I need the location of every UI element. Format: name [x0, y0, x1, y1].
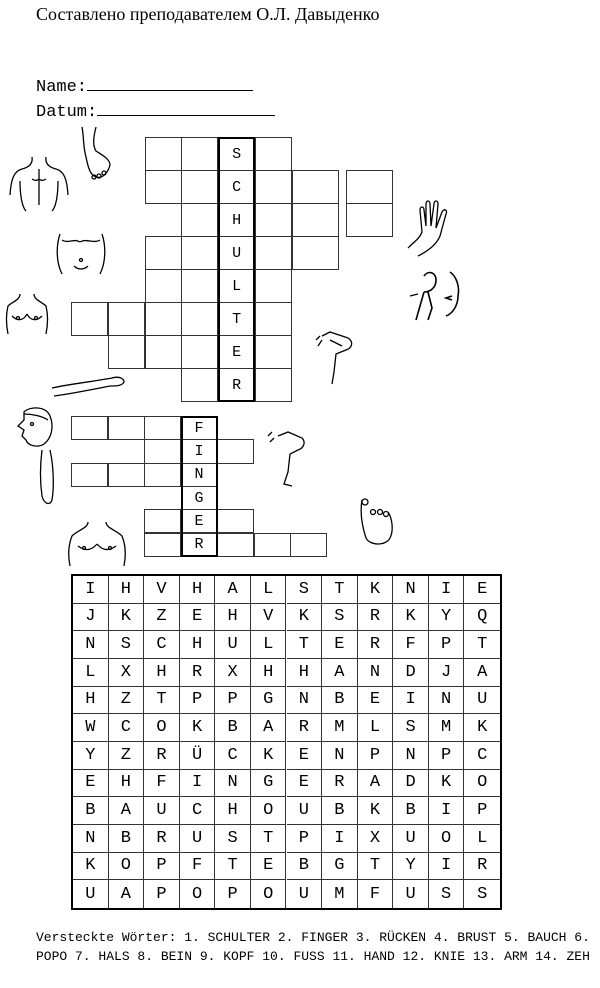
grid-letter-cell[interactable]: I — [180, 770, 216, 798]
crossword-cell[interactable] — [108, 302, 145, 336]
grid-letter-cell[interactable]: J — [429, 659, 465, 687]
grid-letter-cell[interactable]: S — [429, 880, 465, 908]
crossword-key-letter: G — [181, 486, 218, 510]
grid-letter-cell[interactable]: I — [322, 825, 358, 853]
grid-letter-cell[interactable]: N — [393, 742, 429, 770]
grid-letter-cell[interactable]: T — [144, 687, 180, 715]
grid-letter-cell[interactable]: M — [429, 714, 465, 742]
name-input-line[interactable] — [87, 74, 253, 91]
grid-letter-cell[interactable]: R — [180, 659, 216, 687]
crossword-cell[interactable] — [292, 203, 339, 237]
crossword-key-letter: U — [218, 236, 255, 270]
grid-letter-cell[interactable]: E — [464, 576, 500, 604]
grid-letter-cell[interactable]: O — [464, 770, 500, 798]
grid-letter-cell[interactable]: H — [180, 576, 216, 604]
crossword-cell[interactable] — [255, 335, 292, 369]
grid-letter-cell[interactable]: G — [251, 687, 287, 715]
crossword-cell[interactable] — [108, 463, 145, 487]
grid-letter-cell[interactable]: P — [287, 825, 323, 853]
grid-letter-cell[interactable]: U — [180, 825, 216, 853]
grid-letter-cell[interactable]: P — [180, 687, 216, 715]
back-icon — [6, 155, 72, 213]
grid-letter-cell[interactable]: X — [215, 659, 251, 687]
grid-letter-cell[interactable]: A — [358, 770, 394, 798]
crossword-cell[interactable] — [181, 335, 218, 369]
grid-letter-cell[interactable]: L — [358, 714, 394, 742]
grid-letter-cell[interactable]: R — [144, 825, 180, 853]
grid-letter-cell[interactable]: O — [429, 825, 465, 853]
grid-letter-cell[interactable]: P — [144, 880, 180, 908]
grid-letter-cell[interactable]: E — [180, 604, 216, 632]
crossword-cell[interactable] — [71, 463, 108, 487]
grid-letter-cell[interactable]: K — [109, 604, 145, 632]
grid-letter-cell[interactable]: I — [429, 576, 465, 604]
grid-letter-cell[interactable]: X — [109, 659, 145, 687]
grid-letter-cell[interactable]: I — [73, 576, 109, 604]
belly-icon — [52, 232, 110, 278]
grid-letter-cell[interactable]: P — [429, 742, 465, 770]
grid-letter-cell[interactable]: F — [393, 631, 429, 659]
grid-letter-cell[interactable]: H — [215, 604, 251, 632]
grid-letter-cell[interactable]: Z — [109, 687, 145, 715]
grid-letter-cell[interactable]: N — [73, 825, 109, 853]
grid-letter-cell[interactable]: U — [287, 797, 323, 825]
grid-letter-cell[interactable]: S — [322, 604, 358, 632]
grid-letter-cell[interactable]: A — [109, 880, 145, 908]
grid-letter-cell[interactable]: T — [358, 853, 394, 881]
date-input-line[interactable] — [97, 99, 275, 116]
grid-letter-cell[interactable]: A — [251, 714, 287, 742]
neck-icon — [402, 266, 468, 322]
grid-letter-cell[interactable]: E — [287, 742, 323, 770]
crossword-cell[interactable] — [181, 302, 218, 336]
chest-front-icon — [64, 520, 130, 566]
grid-letter-cell[interactable]: N — [393, 576, 429, 604]
grid-letter-cell[interactable]: U — [393, 825, 429, 853]
crossword-cell[interactable] — [290, 533, 327, 557]
grid-letter-cell[interactable]: V — [144, 576, 180, 604]
crossword-cell[interactable] — [217, 439, 254, 463]
grid-letter-cell[interactable]: L — [464, 825, 500, 853]
grid-letter-cell[interactable]: O — [251, 797, 287, 825]
grid-letter-cell[interactable]: D — [393, 659, 429, 687]
grid-letter-cell[interactable]: I — [429, 797, 465, 825]
grid-letter-cell[interactable]: Z — [144, 604, 180, 632]
grid-letter-cell[interactable]: C — [144, 631, 180, 659]
grid-letter-cell[interactable]: B — [322, 687, 358, 715]
grid-letter-cell[interactable]: G — [251, 770, 287, 798]
crossword-cell[interactable] — [108, 416, 145, 440]
grid-letter-cell[interactable]: C — [109, 714, 145, 742]
grid-letter-cell[interactable]: T — [464, 631, 500, 659]
grid-letter-cell[interactable]: R — [464, 853, 500, 881]
arm-icon — [50, 368, 126, 398]
hidden-words-list: Versteckte Wörter: 1. SCHULTER 2. FINGER 3. RÜCKEN 4. BRUST 5. BAUCH 6. POPO 7. HALS 8. BEIN 9. KOPF 10. FUSS 11. HAND 12. KNIE 13. ARM 14. ZEH — [36, 930, 590, 964]
crossword-cell[interactable] — [144, 533, 181, 557]
grid-letter-cell[interactable]: N — [322, 742, 358, 770]
grid-letter-cell[interactable]: U — [144, 797, 180, 825]
grid-letter-cell[interactable]: N — [358, 659, 394, 687]
grid-letter-cell[interactable]: K — [73, 853, 109, 881]
crossword-cell[interactable] — [217, 533, 254, 557]
crossword-key-letter: C — [218, 170, 255, 204]
crossword-cell[interactable] — [181, 269, 218, 303]
crossword-key-letter: R — [218, 368, 255, 402]
crossword-cell[interactable] — [181, 236, 218, 270]
toes-icon — [356, 496, 398, 548]
grid-letter-cell[interactable]: S — [477, 884, 488, 904]
crossword-cell[interactable] — [255, 137, 292, 171]
crossword-cell[interactable] — [144, 463, 181, 487]
grid-letter-cell[interactable]: L — [251, 576, 287, 604]
crossword-cell[interactable] — [255, 170, 292, 204]
grid-letter-cell[interactable]: C — [464, 742, 500, 770]
crossword-cell[interactable] — [292, 170, 339, 204]
crossword-cell[interactable] — [181, 203, 218, 237]
grid-letter-cell[interactable]: E — [322, 631, 358, 659]
grid-letter-cell[interactable]: E — [251, 853, 287, 881]
crossword-key-letter: F — [181, 416, 218, 440]
crossword-cell[interactable] — [181, 170, 218, 204]
grid-letter-cell[interactable]: K — [393, 604, 429, 632]
grid-letter-cell[interactable]: K — [287, 604, 323, 632]
grid-letter-cell[interactable]: S — [215, 825, 251, 853]
grid-letter-cell[interactable]: B — [215, 714, 251, 742]
grid-letter-cell[interactable]: Y — [393, 853, 429, 881]
grid-letter-cell[interactable]: P — [358, 742, 394, 770]
grid-letter-cell[interactable]: H — [73, 687, 109, 715]
grid-letter-cell[interactable]: A — [322, 659, 358, 687]
grid-letter-cell[interactable]: B — [393, 797, 429, 825]
grid-letter-cell[interactable]: T — [287, 631, 323, 659]
grid-letter-cell[interactable]: F — [180, 853, 216, 881]
crossword-cell[interactable] — [292, 236, 339, 270]
grid-letter-cell[interactable]: P — [429, 631, 465, 659]
crossword-cell[interactable] — [255, 302, 292, 336]
grid-letter-cell[interactable]: H — [180, 631, 216, 659]
grid-letter-cell[interactable]: S — [287, 576, 323, 604]
crossword-cell[interactable] — [255, 269, 292, 303]
leg-icon — [264, 426, 310, 488]
grid-letter-cell[interactable]: K — [358, 797, 394, 825]
grid-letter-cell[interactable]: H — [251, 659, 287, 687]
grid-letter-cell[interactable]: M — [322, 714, 358, 742]
grid-letter-cell[interactable]: U — [464, 687, 500, 715]
crossword-key-letter: N — [181, 463, 218, 487]
crossword-key-letter: L — [218, 269, 255, 303]
grid-letter-cell[interactable]: T — [251, 825, 287, 853]
crossword-cell[interactable] — [145, 302, 182, 336]
grid-letter-cell[interactable]: N — [287, 687, 323, 715]
grid-letter-cell[interactable]: D — [393, 770, 429, 798]
grid-letter-cell[interactable]: Y — [429, 604, 465, 632]
name-field — [36, 74, 253, 97]
grid-letter-cell[interactable]: F — [358, 880, 394, 908]
grid-letter-cell[interactable]: V — [251, 604, 287, 632]
name-label: Name: — [36, 78, 88, 97]
crossword-cell[interactable] — [255, 236, 292, 270]
grid-letter-cell[interactable]: P — [215, 687, 251, 715]
grid-letter-cell[interactable]: A — [215, 576, 251, 604]
grid-letter-cell[interactable]: K — [358, 576, 394, 604]
grid-letter-cell[interactable]: H — [215, 797, 251, 825]
grid-letter-cell[interactable]: N — [429, 687, 465, 715]
grid-letter-cell[interactable]: I — [429, 853, 465, 881]
crossword-key-letter: T — [218, 302, 255, 336]
grid-letter-cell[interactable]: H — [144, 659, 180, 687]
grid-letter-cell[interactable]: B — [73, 797, 109, 825]
crossword-cell[interactable] — [71, 302, 108, 336]
grid-letter-cell[interactable]: L — [251, 631, 287, 659]
grid-letter-cell[interactable]: P — [464, 797, 500, 825]
grid-letter-cell[interactable]: R — [287, 714, 323, 742]
grid-letter-cell[interactable]: Ü — [180, 742, 216, 770]
crossword-cell[interactable] — [181, 137, 218, 171]
grid-letter-cell[interactable]: B — [109, 825, 145, 853]
grid-letter-cell[interactable]: A — [464, 659, 500, 687]
grid-letter-cell[interactable]: R — [358, 631, 394, 659]
grid-letter-cell[interactable]: O — [109, 853, 145, 881]
grid-letter-cell[interactable]: K — [251, 742, 287, 770]
date-label: Datum: — [36, 103, 98, 122]
crossword-cell[interactable] — [144, 416, 181, 440]
crossword-cell[interactable] — [71, 416, 108, 440]
crossword-cell[interactable] — [145, 236, 182, 270]
grid-letter-cell[interactable]: Q — [464, 604, 500, 632]
word-search-grid — [71, 574, 502, 910]
grid-letter-cell[interactable]: A — [109, 797, 145, 825]
grid-letter-cell[interactable]: G — [322, 853, 358, 881]
crossword-cell[interactable] — [346, 203, 393, 237]
grid-letter-cell[interactable]: O — [251, 880, 287, 908]
knee-icon — [312, 328, 358, 388]
grid-letter-cell[interactable]: B — [322, 797, 358, 825]
grid-letter-cell[interactable]: U — [73, 880, 109, 908]
crossword-cell[interactable] — [181, 368, 218, 402]
grid-letter-cell[interactable]: F — [144, 770, 180, 798]
crossword-cell[interactable] — [255, 368, 292, 402]
grid-letter-cell[interactable]: O — [144, 714, 180, 742]
grid-letter-cell[interactable]: E — [73, 770, 109, 798]
crossword-cell[interactable] — [255, 203, 292, 237]
grid-letter-cell[interactable]: H — [109, 770, 145, 798]
grid-letter-cell[interactable]: Y — [73, 742, 109, 770]
crossword-key-letter: E — [218, 335, 255, 369]
crossword-key-letter: I — [181, 439, 218, 463]
side-arm-icon — [36, 448, 58, 508]
grid-letter-cell[interactable]: R — [358, 604, 394, 632]
grid-letter-cell[interactable]: K — [180, 714, 216, 742]
grid-letter-cell[interactable]: U — [287, 880, 323, 908]
grid-letter-cell[interactable]: T — [215, 853, 251, 881]
grid-letter-cell[interactable]: R — [144, 742, 180, 770]
crossword-cell[interactable] — [145, 335, 182, 369]
grid-letter-cell[interactable]: E — [287, 770, 323, 798]
grid-letter-cell[interactable]: I — [393, 687, 429, 715]
grid-letter-cell[interactable]: E — [358, 687, 394, 715]
grid-letter-cell[interactable]: S — [393, 714, 429, 742]
grid-letter-cell[interactable]: L — [73, 659, 109, 687]
grid-letter-cell[interactable]: N — [73, 631, 109, 659]
grid-letter-cell[interactable]: X — [358, 825, 394, 853]
grid-letter-cell[interactable]: M — [322, 880, 358, 908]
crossword-cell[interactable] — [346, 170, 393, 204]
crossword-cell[interactable] — [145, 269, 182, 303]
grid-letter-cell[interactable]: S — [109, 631, 145, 659]
foot-icon — [74, 125, 114, 181]
crossword-cell[interactable] — [144, 509, 181, 533]
grid-letter-cell[interactable]: K — [464, 714, 500, 742]
grid-letter-cell[interactable]: J — [73, 604, 109, 632]
crossword-key-letter: R — [181, 533, 218, 557]
grid-letter-cell[interactable]: O — [180, 880, 216, 908]
crossword-cell[interactable] — [145, 137, 182, 171]
hand-icon — [404, 198, 450, 258]
chest-icon — [2, 292, 52, 336]
crossword-key-letter: E — [181, 509, 218, 533]
grid-letter-cell[interactable]: T — [322, 576, 358, 604]
grid-letter-cell[interactable]: H — [287, 659, 323, 687]
crossword-key-letter: H — [218, 203, 255, 237]
grid-letter-cell[interactable]: P — [144, 853, 180, 881]
grid-letter-cell[interactable]: Z — [109, 742, 145, 770]
grid-letter-cell[interactable]: H — [109, 576, 145, 604]
date-field — [36, 99, 275, 122]
grid-letter-cell[interactable]: W — [73, 714, 109, 742]
head-icon — [10, 406, 56, 448]
grid-letter-cell[interactable]: C — [180, 797, 216, 825]
grid-letter-cell[interactable]: U — [393, 880, 429, 908]
grid-letter-cell[interactable]: C — [215, 742, 251, 770]
grid-letter-cell[interactable]: P — [215, 880, 251, 908]
grid-letter-cell[interactable]: B — [287, 853, 323, 881]
grid-letter-cell[interactable]: R — [322, 770, 358, 798]
crossword-cell[interactable] — [144, 439, 181, 463]
grid-letter-cell[interactable]: U — [215, 631, 251, 659]
grid-letter-cell[interactable]: K — [429, 770, 465, 798]
crossword-cell[interactable] — [108, 335, 145, 369]
grid-letter-cell[interactable]: N — [215, 770, 251, 798]
crossword-cell[interactable] — [254, 533, 291, 557]
crossword-cell[interactable] — [145, 170, 182, 204]
author-line: Составлено преподавателем О.Л. Давыденко — [36, 4, 380, 24]
crossword-key-letter: S — [218, 137, 255, 171]
crossword-cell[interactable] — [217, 509, 254, 533]
